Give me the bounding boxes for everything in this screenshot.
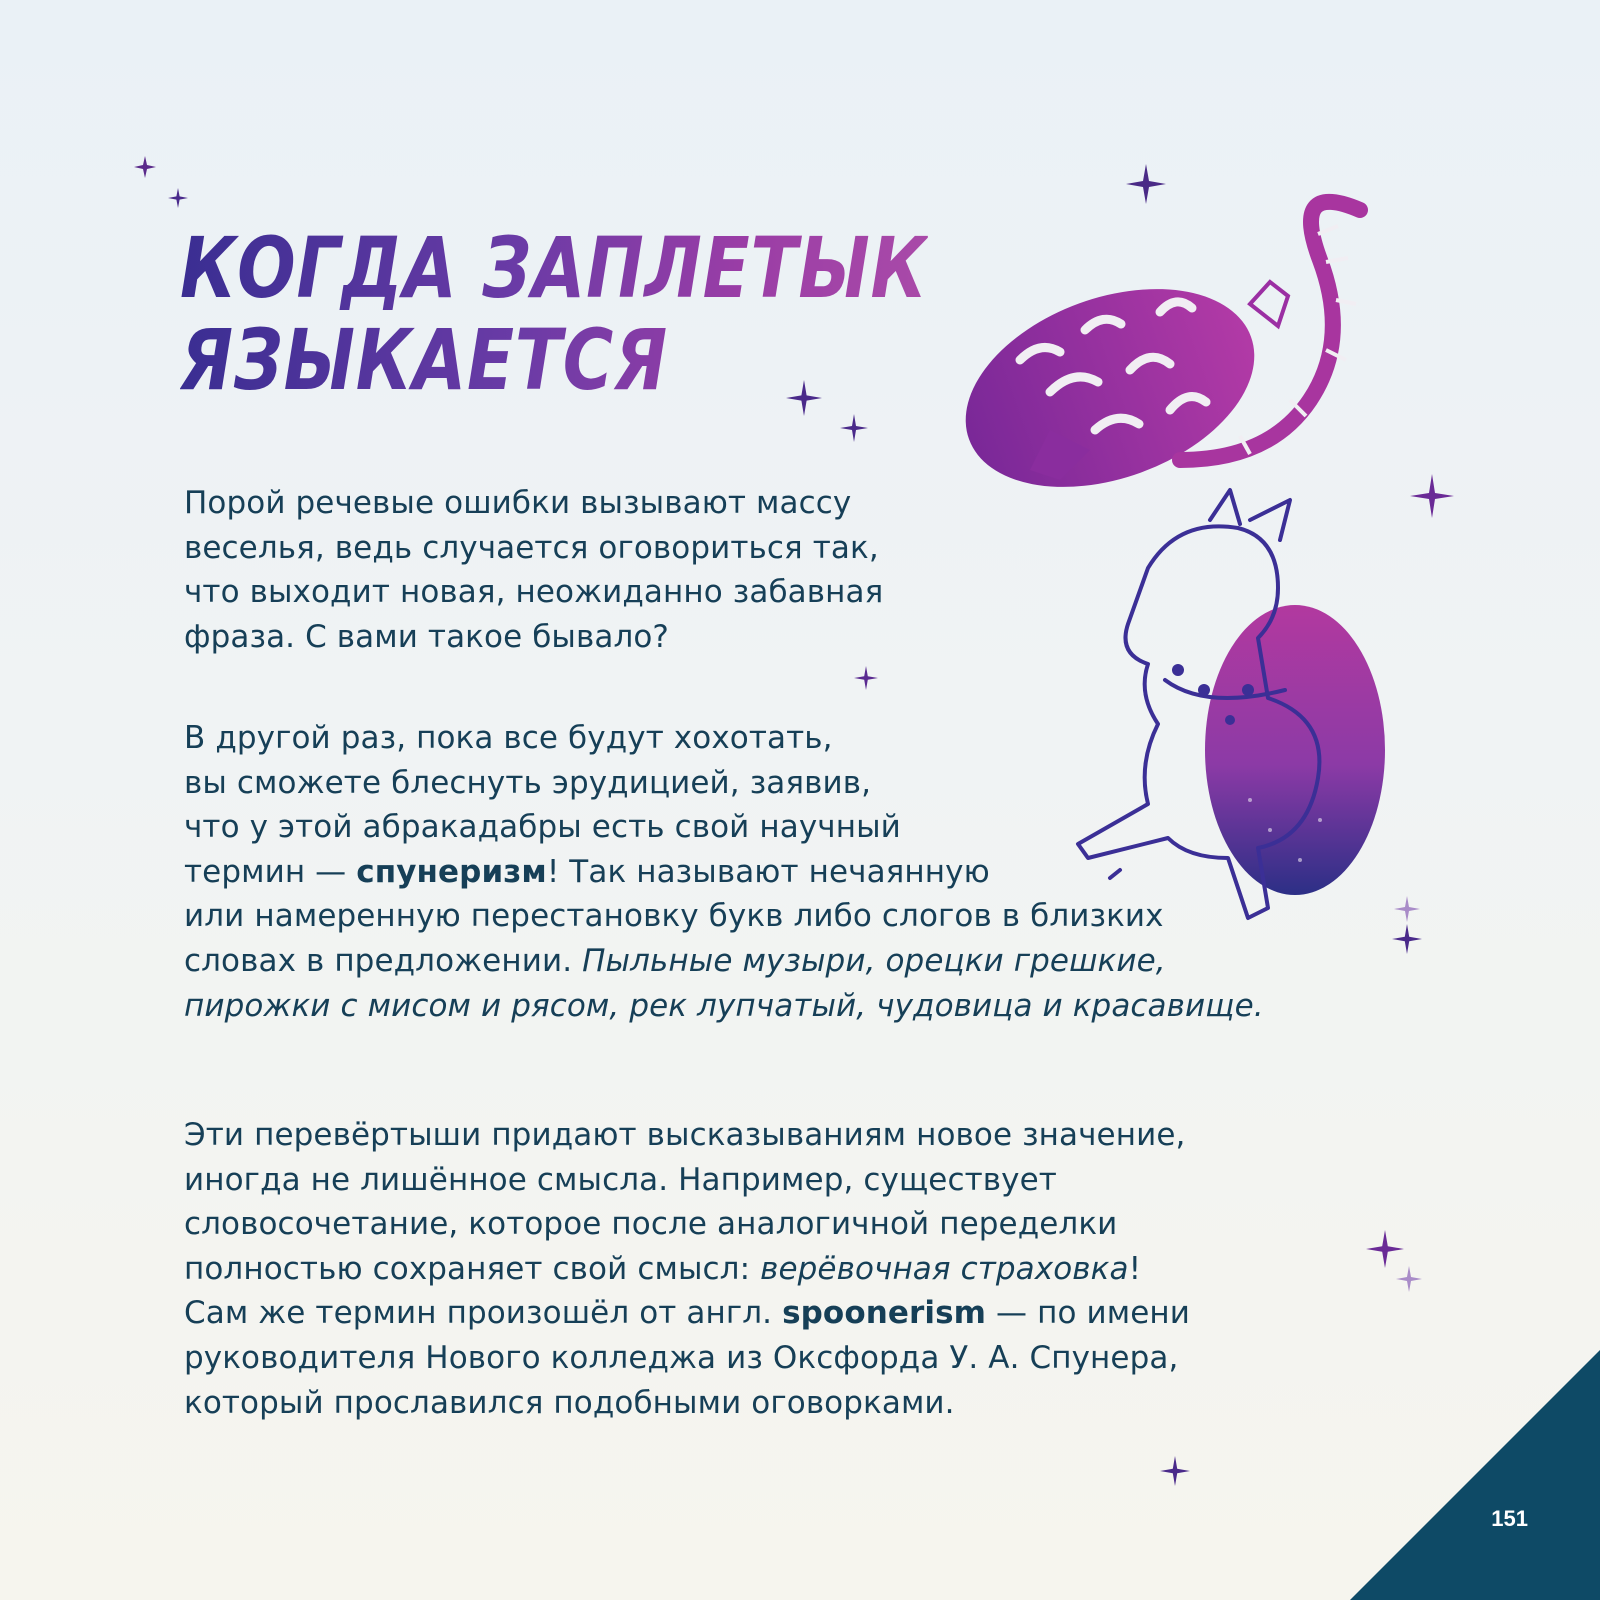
text-run: — по имени	[986, 1295, 1190, 1332]
text-line: что у этой абракадабры есть свой научный	[184, 809, 901, 846]
text-line: который прославился подобными оговорками.	[184, 1384, 955, 1421]
text-run: словах в предложении.	[184, 942, 583, 979]
sparkle-icon	[1396, 1266, 1422, 1292]
term-spoonerism-ru: спунеризм	[356, 853, 547, 890]
text-line: иногда не лишённое смысла. Например, существует	[184, 1161, 1057, 1198]
text-line	[184, 1291, 1190, 1336]
page-title	[180, 219, 928, 409]
page-number: 151	[1491, 1506, 1528, 1531]
text-run: термин —	[184, 853, 357, 890]
text-line	[184, 984, 1264, 1029]
sparkle-icon	[168, 188, 188, 208]
text-line	[184, 850, 1264, 895]
text-line: фраза. С вами такое бывало?	[184, 618, 669, 655]
sparkle-icon	[1392, 924, 1422, 954]
text-line: В другой раз, пока все будут хохотать,	[184, 720, 833, 756]
sparkle-icon	[134, 156, 156, 178]
text-run: !	[1128, 1250, 1142, 1287]
title-line-1: КОГДА ЗАПЛЕТЫК	[180, 219, 928, 317]
text-line	[184, 1247, 1190, 1292]
text-line: вы сможете блеснуть эрудицией, заявив,	[184, 764, 872, 801]
text-line: веселья, ведь случается оговориться так,	[184, 529, 879, 566]
sparkle-icon	[1394, 896, 1420, 922]
paragraph-3	[184, 1113, 1190, 1425]
sparkle-icon	[854, 666, 878, 690]
sparkle-icon	[840, 414, 868, 442]
page-corner	[1350, 1350, 1600, 1600]
sparkle-icon	[1410, 474, 1454, 518]
text-run: ! Так называют нечаянную	[546, 853, 990, 890]
text-run: Сам же термин произошёл от англ.	[184, 1295, 783, 1332]
text-line: Порой речевые ошибки вызывают массу	[184, 485, 852, 521]
text-line: или намеренную перестановку букв либо слогов в близких	[184, 898, 1164, 935]
paragraph-2	[184, 716, 1264, 1028]
sparkle-icon	[1160, 1456, 1190, 1486]
text-run: полностью сохраняет свой смысл:	[184, 1250, 761, 1287]
sparkle-icon	[1366, 1230, 1404, 1268]
text-line: что выходит новая, неожиданно забавная	[184, 574, 884, 611]
text-line: руководителя Нового колледжа из Оксфорда У. А. Спунера,	[184, 1339, 1179, 1376]
text-line	[184, 939, 1264, 984]
text-line: Эти перевёртыши придают высказываниям новое значение,	[184, 1117, 1186, 1153]
example-text: верёвочная страховка	[760, 1250, 1129, 1287]
sparkle-icon	[1126, 164, 1166, 204]
title-line-2: ЯЗЫКАЕТСЯ	[180, 311, 668, 409]
paragraph-1	[184, 481, 883, 659]
text-line: словосочетание, которое после аналогичной переделки	[184, 1206, 1118, 1243]
example-text: пирожки с мисом и рясом, рек лупчатый, чудовица и красавище.	[184, 987, 1264, 1024]
example-text: Пыльные музыри, орецки грешкие,	[582, 942, 1166, 979]
term-spoonerism-en: spoonerism	[782, 1295, 987, 1332]
